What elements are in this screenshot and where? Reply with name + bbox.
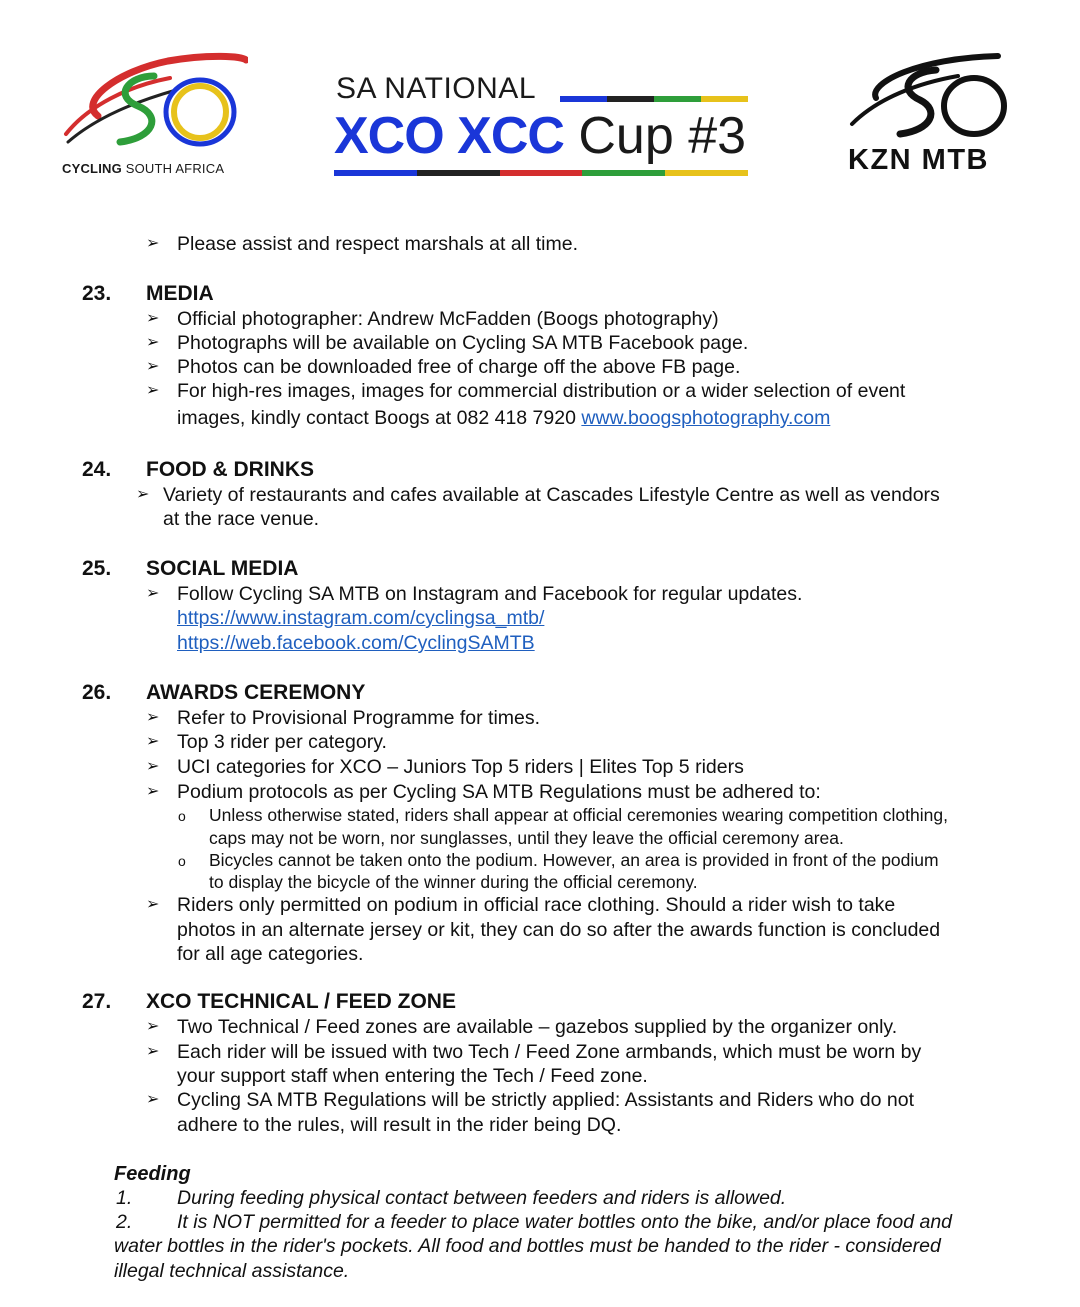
bullet-arrow-icon: ➢: [146, 1043, 160, 1060]
bullet-arrow-icon: ➢: [146, 310, 160, 327]
page-header: [0, 0, 1080, 200]
bullet-arrow-icon: ➢: [146, 382, 160, 399]
sub-bullet-text: caps may not be worn, nor sunglasses, until they leave the official ceremony area.: [209, 828, 844, 848]
bullet-text: Cycling SA MTB Regulations will be strictly applied: Assistants and Riders who do not: [177, 1089, 915, 1111]
bullet-text: Refer to Provisional Programme for times.: [177, 707, 541, 729]
bullet-arrow-icon: ➢: [146, 783, 160, 800]
feeding-item-number: 2.: [116, 1211, 133, 1233]
bullet-text: Follow Cycling SA MTB on Instagram and Facebook for regular updates.: [177, 583, 803, 605]
title-stripe-bottom: [334, 170, 748, 176]
section-number: 26.: [82, 681, 112, 704]
bullet-text: for all age categories.: [177, 943, 364, 965]
bullet-text: at the race venue.: [163, 508, 320, 530]
facebook-link[interactable]: https://web.facebook.com/CyclingSAMTB: [177, 632, 535, 654]
section-number: 25.: [82, 557, 112, 580]
bullet-text: adhere to the rules, will result in the rider being DQ.: [177, 1114, 622, 1136]
sub-bullet-text: Bicycles cannot be taken onto the podium. However, an area is provided in front of the podium: [209, 850, 939, 870]
bullet-text: UCI categories for XCO – Juniors Top 5 riders | Elites Top 5 riders: [177, 756, 744, 778]
section-title: XCO TECHNICAL / FEED ZONE: [146, 990, 456, 1013]
kzn-mtb-logo: [848, 48, 1018, 188]
feeding-item-text: It is NOT permitted for a feeder to place water bottles onto the bike, and/or place food and: [177, 1211, 953, 1233]
bullet-arrow-icon: ➢: [146, 758, 160, 775]
title-xco-xcc: XCO XCC: [334, 107, 564, 165]
bullet-arrow-icon: ➢: [146, 334, 160, 351]
cycling-sa-logo-icon: [58, 46, 248, 158]
title-cup: Cup #3: [563, 107, 747, 165]
bullet-arrow-icon: ➢: [146, 709, 160, 726]
bullet-text-continued: images, kindly contact Boogs at 082 418 7920 www.boogsphotography.com: [177, 407, 831, 429]
cycling-sa-caption: CYCLING SOUTH AFRICA: [62, 161, 225, 176]
kzn-mtb-logo-icon: [848, 48, 1018, 144]
bullet-text: Top 3 rider per category.: [177, 731, 387, 753]
bullet-text: Riders only permitted on podium in official race clothing. Should a rider wish to take: [177, 894, 896, 916]
sub-bullet-circle-icon: o: [178, 853, 186, 869]
section-number: 24.: [82, 458, 112, 481]
bullet-text: Official photographer: Andrew McFadden (Boogs photography): [177, 308, 719, 330]
feeding-item-text: During feeding physical contact between feeders and riders is allowed.: [177, 1187, 787, 1209]
bullet-arrow-icon: ➢: [146, 1091, 160, 1108]
bullet-text: Each rider will be issued with two Tech / Feed Zone armbands, which must be worn by: [177, 1041, 922, 1063]
bullet-text: Two Technical / Feed zones are available – gazebos supplied by the organizer only.: [177, 1016, 898, 1038]
boogs-photography-link[interactable]: www.boogsphotography.com: [581, 407, 831, 429]
section-title: FOOD & DRINKS: [146, 458, 314, 481]
section-title: AWARDS CEREMONY: [146, 681, 366, 704]
bullet-text: photos in an alternate jersey or kit, they can do so after the awards function is concluded: [177, 919, 941, 941]
title-sa-national: SA NATIONAL: [336, 72, 537, 105]
bullet-text: your support staff when entering the Tech / Feed zone.: [177, 1065, 648, 1087]
section-title: SOCIAL MEDIA: [146, 557, 299, 580]
bullet-text: For high-res images, images for commercial distribution or a wider selection of event: [177, 380, 906, 402]
bullet-arrow-icon: ➢: [146, 585, 160, 602]
section-number: 27.: [82, 990, 112, 1013]
feeding-item-text-continued: water bottles in the rider's pockets. All food and bottles must be handed to the rider - considered: [114, 1235, 941, 1257]
bullet-arrow-icon: ➢: [146, 733, 160, 750]
feeding-item-number: 1.: [116, 1187, 133, 1209]
section-number: 23.: [82, 282, 112, 305]
kzn-mtb-caption: KZN MTB: [848, 144, 989, 176]
sub-bullet-text: Unless otherwise stated, riders shall appear at official ceremonies wearing competition clothing,: [209, 805, 948, 825]
bullet-arrow-icon: ➢: [146, 1018, 160, 1035]
bullet-arrow-icon: ➢: [146, 358, 160, 375]
bullet-text: Podium protocols as per Cycling SA MTB Regulations must be adhered to:: [177, 781, 821, 803]
cycling-sa-logo: [58, 46, 258, 186]
bullet-text: Photographs will be available on Cycling SA MTB Facebook page.: [177, 332, 749, 354]
intro-bullet: Please assist and respect marshals at all time.: [177, 233, 579, 255]
instagram-link[interactable]: https://www.instagram.com/cyclingsa_mtb/: [177, 607, 545, 629]
sub-bullet-text: to display the bicycle of the winner during the official ceremony.: [209, 872, 698, 892]
bullet-text: Variety of restaurants and cafes available at Cascades Lifestyle Centre as well as vendors: [163, 484, 940, 506]
section-title: MEDIA: [146, 282, 214, 305]
feeding-title: Feeding: [114, 1163, 191, 1185]
bullet-arrow-icon: ➢: [136, 486, 150, 503]
bullet-arrow-icon: ➢: [146, 235, 160, 252]
title-stripe-top: [560, 96, 748, 102]
feeding-item-text-continued: illegal technical assistance.: [114, 1260, 350, 1282]
sub-bullet-circle-icon: o: [178, 808, 186, 824]
event-title: [334, 70, 754, 180]
title-main: [334, 107, 747, 165]
bullet-arrow-icon: ➢: [146, 896, 160, 913]
bullet-text: Photos can be downloaded free of charge off the above FB page.: [177, 356, 741, 378]
